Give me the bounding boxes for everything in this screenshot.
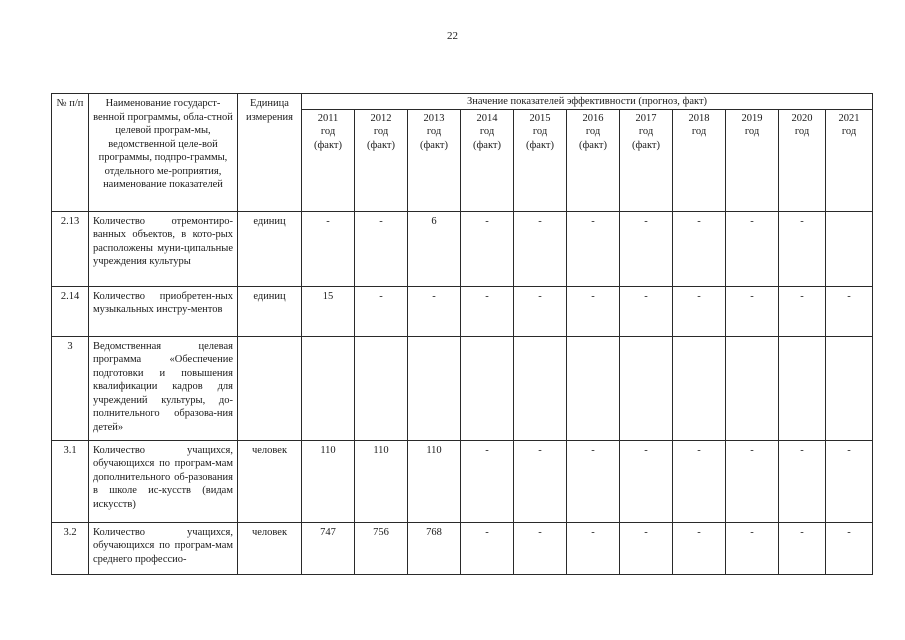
value-cell: - <box>779 522 826 574</box>
header-year-2012: 2012 год (факт) <box>355 109 408 211</box>
row-number: 2.13 <box>52 211 89 286</box>
value-cell: - <box>673 286 726 336</box>
value-cell <box>567 336 620 440</box>
value-cell: - <box>779 440 826 522</box>
header-row <box>52 94 873 110</box>
table-row <box>52 286 873 336</box>
row-unit: единиц <box>238 211 302 286</box>
value-cell: - <box>620 522 673 574</box>
row-name: Количество приобретен-ных музыкальных инстру-ментов <box>89 286 238 336</box>
row-name: Количество учащихся, обучающихся по програм-мам среднего профессио- <box>89 522 238 574</box>
value-cell: - <box>461 522 514 574</box>
header-year-2014: 2014 год (факт) <box>461 109 514 211</box>
value-cell: - <box>567 286 620 336</box>
value-cell: - <box>620 211 673 286</box>
value-cell <box>408 336 461 440</box>
row-number: 3.2 <box>52 522 89 574</box>
value-cell <box>355 336 408 440</box>
row-name: Ведомственная целевая программа «Обеспечение подготовки и повышения квалификации кадров для учреждений культуры, до-полнительного образова-ния детей» <box>89 336 238 440</box>
value-cell: - <box>461 211 514 286</box>
value-cell <box>461 336 514 440</box>
header-unit: Единица измерения <box>238 94 302 212</box>
value-cell: - <box>620 440 673 522</box>
page-number: 22 <box>447 30 458 42</box>
header-year-2021: 2021 год <box>826 109 873 211</box>
value-cell: - <box>567 440 620 522</box>
value-cell <box>620 336 673 440</box>
value-cell <box>302 336 355 440</box>
value-cell <box>826 211 873 286</box>
value-cell <box>514 336 567 440</box>
table-row <box>52 440 873 522</box>
row-unit <box>238 336 302 440</box>
header-year-2020: 2020 год <box>779 109 826 211</box>
row-unit: человек <box>238 440 302 522</box>
table-row <box>52 211 873 286</box>
value-cell: - <box>726 286 779 336</box>
value-cell: - <box>567 522 620 574</box>
value-cell: - <box>461 286 514 336</box>
value-cell <box>673 336 726 440</box>
value-cell <box>826 336 873 440</box>
value-cell: - <box>826 440 873 522</box>
row-name: Количество отремонтиро-ванных объектов, в кото-рых расположены муни-ципальные учреждения культуры <box>89 211 238 286</box>
table-row <box>52 522 873 574</box>
header-name: Наименование государст-венной программы, обла-стной целевой програм-мы, ведомственной целе-вой программы, подпро-граммы, отдельного ме-роприятия, наименование показателей <box>89 94 238 212</box>
value-cell: - <box>514 286 567 336</box>
value-cell: - <box>673 440 726 522</box>
header-year-2018: 2018 год <box>673 109 726 211</box>
header-year-2017: 2017 год (факт) <box>620 109 673 211</box>
value-cell: - <box>355 211 408 286</box>
value-cell: - <box>726 440 779 522</box>
header-year-2013: 2013 год (факт) <box>408 109 461 211</box>
header-num: № п/п <box>52 94 89 212</box>
value-cell: - <box>355 286 408 336</box>
value-cell: - <box>826 286 873 336</box>
value-cell: - <box>514 440 567 522</box>
indicators-table <box>51 93 873 575</box>
value-cell: - <box>826 522 873 574</box>
value-cell: - <box>461 440 514 522</box>
header-year-2019: 2019 год <box>726 109 779 211</box>
value-cell: - <box>302 211 355 286</box>
row-unit: единиц <box>238 286 302 336</box>
row-number: 2.14 <box>52 286 89 336</box>
value-cell <box>726 336 779 440</box>
value-cell: - <box>779 286 826 336</box>
value-cell <box>779 336 826 440</box>
value-cell: - <box>673 211 726 286</box>
value-cell: - <box>620 286 673 336</box>
row-unit: человек <box>238 522 302 574</box>
value-cell: 110 <box>355 440 408 522</box>
value-cell: - <box>514 211 567 286</box>
value-cell: 15 <box>302 286 355 336</box>
row-number: 3.1 <box>52 440 89 522</box>
value-cell: - <box>726 522 779 574</box>
header-year-2011: 2011 год (факт) <box>302 109 355 211</box>
value-cell: - <box>408 286 461 336</box>
value-cell: 747 <box>302 522 355 574</box>
value-cell: 768 <box>408 522 461 574</box>
header-year-2015: 2015 год (факт) <box>514 109 567 211</box>
value-cell: 756 <box>355 522 408 574</box>
value-cell: 6 <box>408 211 461 286</box>
value-cell: - <box>567 211 620 286</box>
value-cell: 110 <box>408 440 461 522</box>
value-cell: - <box>726 211 779 286</box>
row-number: 3 <box>52 336 89 440</box>
row-name: Количество учащихся, обучающихся по програм-мам дополнительного об-разования в школе ис-кусств (видам искусств) <box>89 440 238 522</box>
value-cell: - <box>779 211 826 286</box>
header-values-group: Значение показателей эффективности (прогноз, факт) <box>302 94 873 110</box>
value-cell: 110 <box>302 440 355 522</box>
table-row <box>52 336 873 440</box>
value-cell: - <box>673 522 726 574</box>
value-cell: - <box>514 522 567 574</box>
header-year-2016: 2016 год (факт) <box>567 109 620 211</box>
